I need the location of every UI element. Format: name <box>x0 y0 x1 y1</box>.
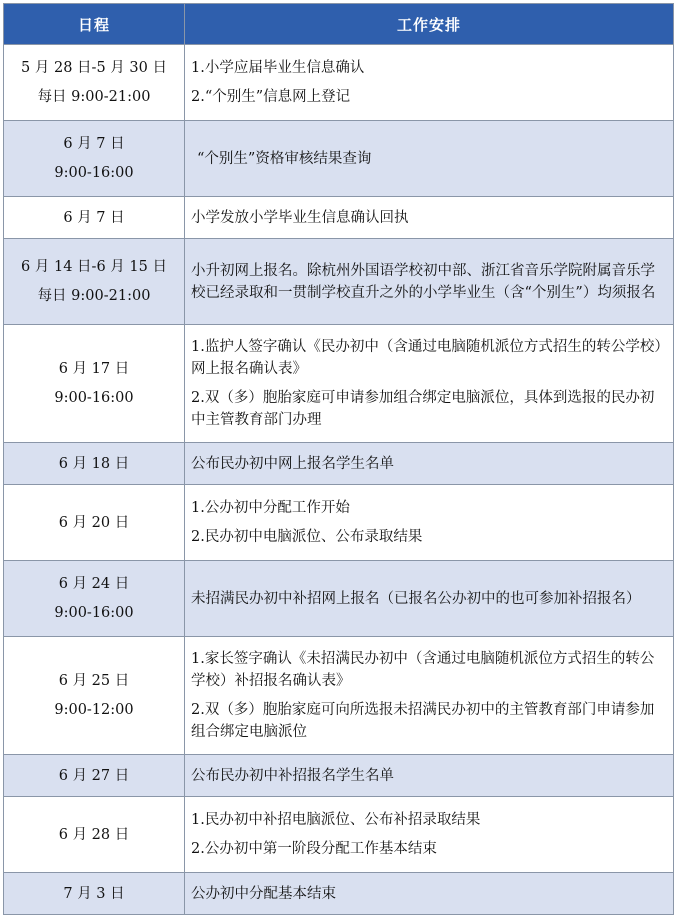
table-row <box>4 197 674 239</box>
schedule-task-cell <box>185 873 674 915</box>
table-row <box>4 239 674 325</box>
schedule-task-cell <box>185 797 674 873</box>
schedule-task-text: 2.民办初中电脑派位、公布录取结果 <box>191 529 423 545</box>
schedule-date-cell <box>4 755 185 797</box>
schedule-task-cell <box>185 755 674 797</box>
table-row <box>4 121 674 197</box>
schedule-task-cell <box>185 443 674 485</box>
schedule-date-text: 6 月 27 日 <box>58 767 130 784</box>
schedule-task-cell <box>185 485 674 561</box>
schedule-date-text: 6 月 17 日 <box>58 361 130 377</box>
schedule-task-text: “个别生”资格审核结果查询 <box>197 150 372 167</box>
schedule-date-cell <box>4 797 185 873</box>
schedule-date-text: 6 月 18 日 <box>58 455 130 472</box>
schedule-date-text: 6 月 24 日 <box>58 576 130 592</box>
table-row <box>4 325 674 443</box>
schedule-table <box>3 3 674 915</box>
schedule-task-cell <box>185 637 674 755</box>
schedule-date-cell <box>4 873 185 915</box>
schedule-task-cell <box>185 121 674 197</box>
schedule-task-text: 未招满民办初中补招网上报名（已报名公办初中的也可参加补招报名） <box>191 590 641 607</box>
table-row <box>4 755 674 797</box>
schedule-task-cell <box>185 561 674 637</box>
table-row <box>4 45 674 121</box>
schedule-task-text: 1.家长签字确认《未招满民办初中（含通过电脑随机派位方式招生的转公学校）补招报名确认表》 <box>191 651 655 689</box>
schedule-date-cell <box>4 239 185 325</box>
schedule-date-text: 6 月 25 日 <box>58 673 130 689</box>
table-row <box>4 797 674 873</box>
table-row <box>4 637 674 755</box>
schedule-date-cell <box>4 121 185 197</box>
schedule-date-text: 9:00-16:00 <box>54 390 134 406</box>
schedule-date-text: 9:00-12:00 <box>54 702 134 718</box>
table-row <box>4 873 674 915</box>
schedule-date-cell <box>4 45 185 121</box>
table-header-row <box>4 4 674 45</box>
schedule-task-text: 小升初网上报名。除杭州外国语学校初中部、浙江省音乐学院附属音乐学校已经录取和一贯制学校直升之外的小学毕业生（含“个别生”）均须报名 <box>191 262 656 301</box>
schedule-task-text: 公办初中分配基本结束 <box>191 885 336 902</box>
schedule-task-text: 公布民办初中补招报名学生名单 <box>191 767 394 784</box>
schedule-date-text: 6 月 7 日 <box>63 209 125 226</box>
schedule-date-cell <box>4 637 185 755</box>
schedule-date-cell <box>4 197 185 239</box>
schedule-task-text: 1.民办初中补招电脑派位、公布补招录取结果 <box>191 812 481 828</box>
header-date: 日程 <box>4 4 185 45</box>
schedule-date-text: 6 月 7 日 <box>63 136 125 152</box>
schedule-date-text: 5 月 28 日-5 月 30 日 <box>21 60 167 76</box>
schedule-date-text: 每日 9:00-21:00 <box>37 89 151 105</box>
schedule-date-cell <box>4 485 185 561</box>
schedule-date-cell <box>4 561 185 637</box>
schedule-date-text: 6 月 14 日-6 月 15 日 <box>21 259 167 275</box>
schedule-task-text: 小学发放小学毕业生信息确认回执 <box>191 209 409 226</box>
schedule-task-cell <box>185 45 674 121</box>
schedule-date-text: 6 月 20 日 <box>58 514 130 531</box>
schedule-task-text: 2.双（多）胞胎家庭可向所选报未招满民办初中的主管教育部门申请参加组合绑定电脑派位 <box>191 702 655 740</box>
table-row <box>4 443 674 485</box>
schedule-date-cell <box>4 443 185 485</box>
table-body <box>4 45 674 915</box>
schedule-task-text: 2.双（多）胞胎家庭可申请参加组合绑定电脑派位，具体到选报的民办初中主管教育部门办理 <box>191 390 655 428</box>
header-task: 工作安排 <box>185 4 674 45</box>
schedule-table-container <box>3 3 674 915</box>
schedule-date-text: 9:00-16:00 <box>54 165 134 181</box>
schedule-task-cell <box>185 325 674 443</box>
schedule-date-text: 每日 9:00-21:00 <box>37 288 151 304</box>
schedule-date-text: 7 月 3 日 <box>63 885 125 902</box>
schedule-task-cell <box>185 197 674 239</box>
schedule-task-text: 2.公办初中第一阶段分配工作基本结束 <box>191 841 437 857</box>
schedule-task-text: 2.“个别生”信息网上登记 <box>191 89 351 105</box>
schedule-date-text: 9:00-16:00 <box>54 605 134 621</box>
schedule-task-cell <box>185 239 674 325</box>
schedule-task-text: 公布民办初中网上报名学生名单 <box>191 455 394 472</box>
schedule-date-cell <box>4 325 185 443</box>
schedule-date-text: 6 月 28 日 <box>58 826 130 843</box>
schedule-task-text: 1.监护人签字确认《民办初中（含通过电脑随机派位方式招生的转公学校）网上报名确认表》 <box>191 339 662 377</box>
schedule-task-text: 1.公办初中分配工作开始 <box>191 500 350 516</box>
table-row <box>4 561 674 637</box>
table-row <box>4 485 674 561</box>
schedule-task-text: 1.小学应届毕业生信息确认 <box>191 60 365 76</box>
